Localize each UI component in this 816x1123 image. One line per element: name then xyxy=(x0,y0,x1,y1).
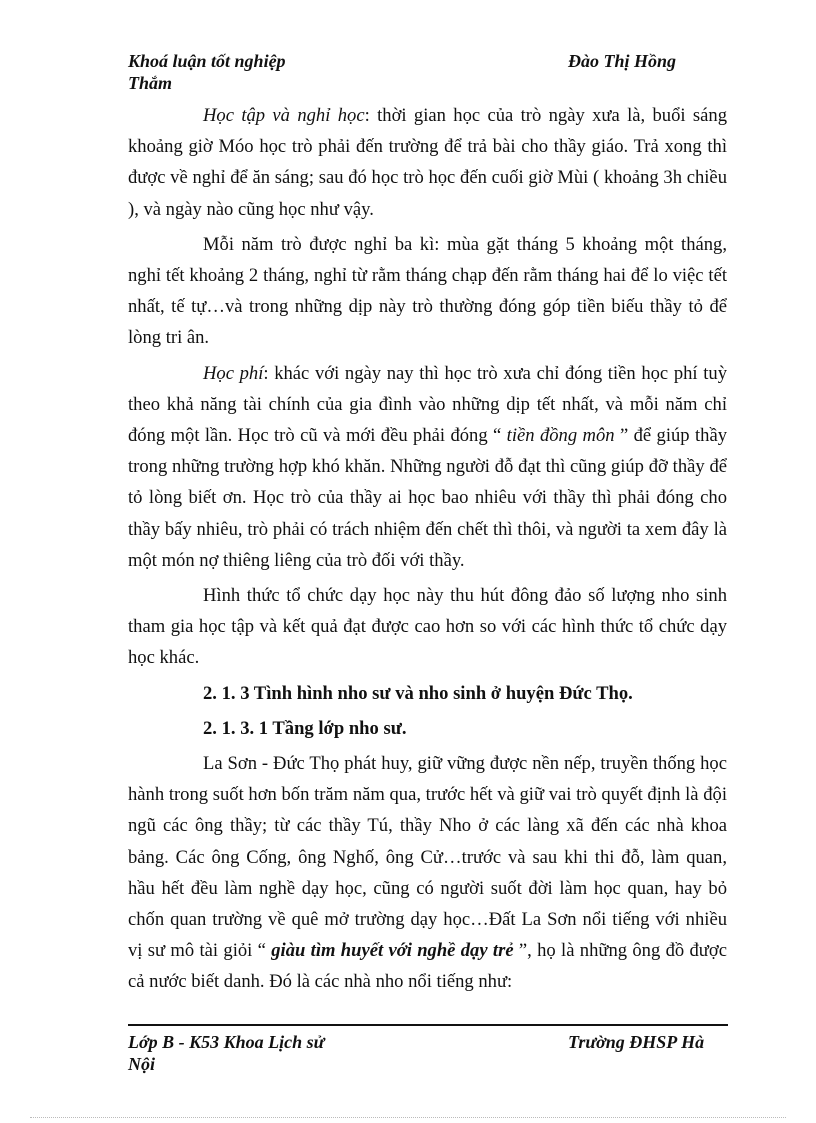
term-tuition: Học phí xyxy=(203,362,264,384)
header-document-type: Khoá luận tốt nghiệp xyxy=(128,51,286,71)
header-author-name-wrap: Thắm xyxy=(128,73,173,93)
footer-rule xyxy=(128,1024,728,1026)
footer-class-info: Lớp B - K53 Khoa Lịch sử xyxy=(128,1032,325,1052)
paragraph-text: : khác với ngày nay thì học trò xưa chỉ đóng tiền học phí tuỳ theo khả năng tài chính của gia đình vào những dịp tết nhất, và mỗi năm chỉ đóng một lần. Học trò cũ và mới đều phải đóng “ xyxy=(128,362,727,447)
term-study-and-rest: Học tập và nghỉ học xyxy=(203,105,365,126)
footer-university-wrap: Nội xyxy=(128,1054,155,1074)
paragraph-text: ” để giúp thầy trong những trường hợp khó khăn. Những người đỗ đạt thì cũng giúp đỡ thầy để tỏ lòng biết ơn. Học trò của thầy ai học bao nhiêu với thầy thì phải đóng cho thầy bấy nhiêu, trò phải có trách nhiệm đến chết thì thôi, và người ta xem đây là một món nợ thiêng liêng của trò đối với thầy. xyxy=(128,425,727,571)
paragraph-tuition xyxy=(128,358,727,576)
header-author-name: Đào Thị Hồng xyxy=(568,51,677,71)
paragraph-text: La Sơn - Đức Thọ phát huy, giữ vững được nền nếp, truyền thống học hành trong suốt hơn bốn trăm năm qua, trước hết và giữ vai trò quyết định là đội ngũ các ông thầy; từ các thầy Tú, thầy Nho ở các làng xã đến các nhà khoa bảng. Các ông Cống, ông Nghố, ông Cử…trước và sau khi thi đỗ, làm quan, hầu hết đều làm nghề dạy học, cũng có người suốt đời làm học quan, hay bỏ chốn quan trường về quê mở trường dạy học…Đất La Sơn nổi tiếng với nhiều vị sư mô tài giỏi “ xyxy=(128,753,727,962)
section-heading: 2. 1. 3 Tình hình nho sư và nho sinh ở huyện Đức Thọ. xyxy=(203,682,633,704)
subsection-heading: 2. 1. 3. 1 Tầng lớp nho sư. xyxy=(203,717,407,739)
paragraph-teaching-form: Hình thức tổ chức dạy học này thu hút đông đảo số lượng nho sinh tham gia học tập và kết quả đạt được cao hơn so với các hình thức tổ chức dạy học khác. xyxy=(128,585,727,669)
paragraph-holidays: Mỗi năm trò được nghỉ ba kì: mùa gặt tháng 5 khoảng một tháng, nghỉ tết khoảng 2 tháng, nghỉ từ rằm tháng chạp đến rằm tháng hai để lo việc tết nhất, tế tự…và trong những dịp này trò thường đóng góp tiền biếu thầy tỏ để lòng tri ân. xyxy=(128,233,727,349)
quoted-phrase: giàu tìm huyết với nghề dạy trẻ xyxy=(271,940,514,962)
page-edge-dotted-line xyxy=(30,1117,786,1118)
paragraph-la-son xyxy=(128,748,727,998)
footer-university: Trường ĐHSP Hà xyxy=(568,1032,705,1052)
paragraph-study-and-rest xyxy=(128,100,727,225)
paragraph-text: ”, họ là những ông đồ được cả nước biết danh. Đó là các nhà nho nổi tiếng như: xyxy=(128,940,727,993)
document-body xyxy=(128,100,727,998)
quoted-term: tiền đồng môn xyxy=(501,425,620,447)
paragraph-text: : thời gian học của trò ngày xưa là, buổi sáng khoảng giờ Móo học trò phải đến trường để trả bài cho thầy giáo. Trả xong thì được về nghỉ để ăn sáng; sau đó học trò học đến cuối giờ Mùi ( khoảng 3h chiều ), và ngày nào cũng học như vậy. xyxy=(128,105,727,220)
